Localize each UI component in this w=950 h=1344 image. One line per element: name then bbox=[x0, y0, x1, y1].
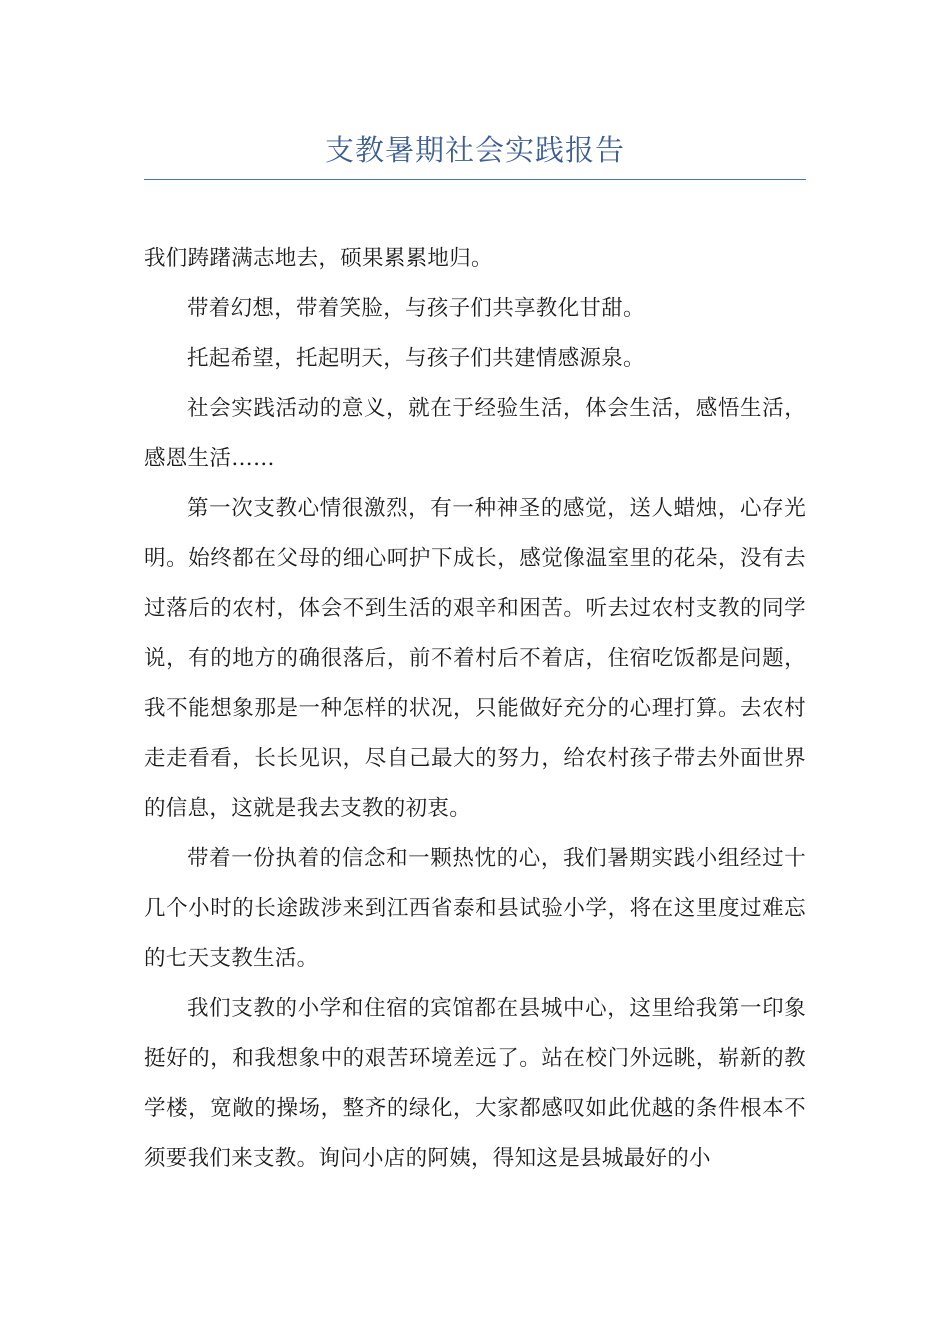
paragraph-5: 第一次支教心情很激烈，有一种神圣的感觉，送人蜡烛，心存光明。始终都在父母的细心呵护下成长，感觉像温室里的花朵，没有去过落后的农村，体会不到生活的艰辛和困苦。听去过农村支教的同学说，有的地方的确很落后，前不着村后不着店，住宿吃饭都是问题，我不能想象那是一种怎样的状况，只能做好充分的心理打算。去农村走走看看，长长见识，尽自己最大的努力，给农村孩子带去外面世界的信息，这就是我去支教的初衷。 bbox=[144, 496, 806, 821]
paragraph-3: 托起希望，托起明天，与孩子们共建情感源泉。 bbox=[187, 346, 645, 371]
document-body bbox=[144, 234, 806, 1184]
paragraph-7: 我们支教的小学和住宿的宾馆都在县城中心，这里给我第一印象挺好的，和我想象中的艰苦环境差远了。站在校门外远眺，崭新的教学楼，宽敞的操场，整齐的绿化，大家都感叹如此优越的条件根本不须要我们来支教。询问小店的阿姨，得知这是县城最好的小 bbox=[144, 996, 806, 1171]
paragraph-1: 我们踌躇满志地去，硕果累累地归。 bbox=[144, 246, 493, 271]
paragraph-2: 带着幻想，带着笑脸，与孩子们共享教化甘甜。 bbox=[187, 296, 645, 321]
paragraph-4: 社会实践活动的意义，就在于经验生活，体会生活，感悟生活，感恩生活…… bbox=[144, 396, 806, 471]
document-title: 支教暑期社会实践报告 bbox=[324, 133, 625, 167]
title-underline bbox=[144, 179, 806, 180]
paragraph-6: 带着一份执着的信念和一颗热忱的心，我们暑期实践小组经过十几个小时的长途跋涉来到江西省泰和县试验小学，将在这里度过难忘的七天支教生活。 bbox=[144, 846, 806, 971]
